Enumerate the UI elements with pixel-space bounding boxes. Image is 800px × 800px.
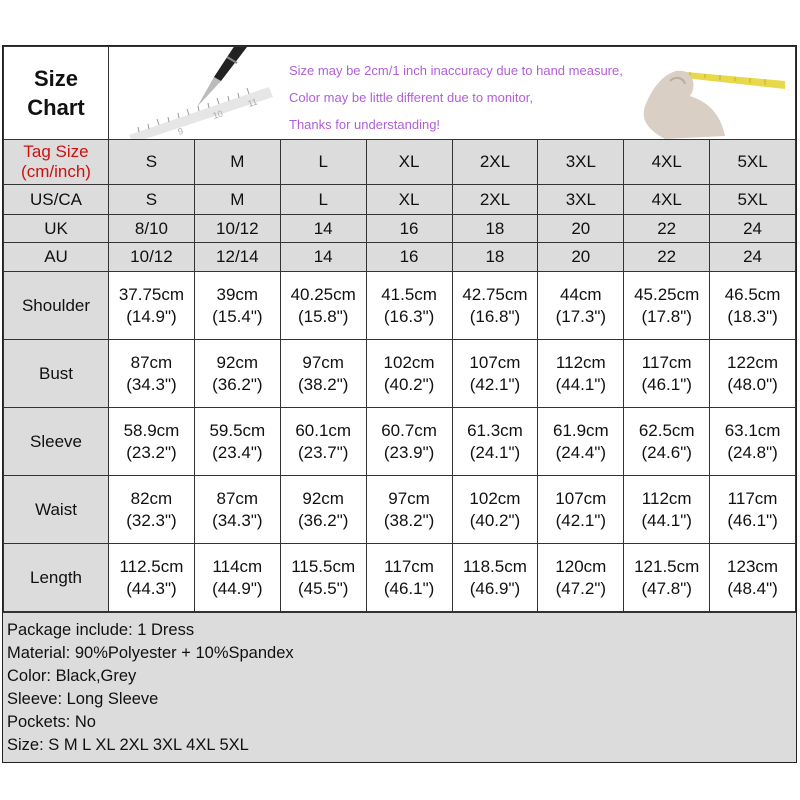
measure-cell (194, 272, 280, 340)
measure-cm: 112.5cm (119, 556, 184, 576)
size-cell: 4XL (624, 140, 710, 185)
measure-inch: (44.3") (126, 578, 177, 598)
measure-cell (280, 476, 366, 544)
size-chart-table (3, 46, 796, 612)
measure-cm: 121.5cm (634, 556, 700, 576)
measure-cm: 122cm (727, 352, 779, 372)
disclaimer-line: Thanks for understanding! (289, 117, 441, 132)
tag-size-row (4, 140, 796, 185)
measure-cm: 112cm (555, 352, 606, 372)
measure-cm: 63.1cm (724, 420, 781, 440)
size-cell: 8/10 (109, 215, 195, 243)
measure-cell (624, 340, 710, 408)
measure-inch: (36.2") (297, 510, 349, 530)
size-chart-title (4, 47, 109, 140)
measure-cell (366, 340, 452, 408)
svg-text:9: 9 (176, 125, 185, 137)
measure-inch: (15.8") (297, 306, 349, 326)
measure-cell (280, 408, 366, 476)
measure-cm: 82cm (130, 488, 173, 508)
svg-text:10: 10 (211, 108, 225, 121)
measure-inch: (23.9") (383, 442, 435, 462)
size-cell: 5XL (710, 185, 796, 215)
measure-cell (280, 272, 366, 340)
measure-inch: (46.9") (469, 578, 521, 598)
measure-inch: (17.8") (641, 306, 692, 326)
measure-cell (538, 544, 624, 612)
measure-row-waist (4, 476, 796, 544)
title-line: Size (33, 66, 79, 91)
size-cell: XL (366, 185, 452, 215)
measure-cell (624, 408, 710, 476)
measure-cell (452, 408, 538, 476)
disclaimer-banner (109, 47, 796, 140)
pencil-ruler-icon (119, 47, 279, 139)
measure-cm: 120cm (555, 556, 607, 576)
size-cell: L (280, 140, 366, 185)
measure-inch: (15.4") (212, 306, 263, 326)
size-cell: S (109, 185, 195, 215)
measure-cm: 58.9cm (123, 420, 180, 440)
measure-row-length (4, 544, 796, 612)
measure-cm: 102cm (469, 488, 521, 508)
row-label: US/CA (4, 185, 109, 215)
measure-inch: (34.3") (126, 374, 177, 394)
measure-cell (452, 340, 538, 408)
measure-inch: (24.6") (641, 442, 692, 462)
measure-cell (280, 544, 366, 612)
measure-inch: (44.1") (555, 374, 607, 394)
size-cell: 5XL (710, 140, 796, 185)
au-row (4, 243, 796, 272)
measure-cell (366, 272, 452, 340)
size-cell: XL (366, 140, 452, 185)
measure-cm: 97cm (302, 352, 344, 372)
measure-cell (366, 476, 452, 544)
measure-cm: 117cm (384, 556, 434, 576)
size-cell: 14 (280, 215, 366, 243)
size-cell: 3XL (538, 185, 624, 215)
size-cell: 4XL (624, 185, 710, 215)
size-cell: 16 (366, 243, 452, 272)
size-chart (2, 45, 797, 763)
note-line: Size: S M L XL 2XL 3XL 4XL 5XL (7, 736, 249, 754)
note-line: Pockets: No (7, 713, 96, 731)
size-cell: S (109, 140, 195, 185)
measure-inch: (23.7") (297, 442, 349, 462)
measure-inch: (36.2") (212, 374, 263, 394)
measure-cell (710, 340, 796, 408)
size-cell: 24 (710, 215, 796, 243)
measure-cm: 117cm (641, 352, 692, 372)
measure-cell (538, 340, 624, 408)
measure-inch: (46.1") (727, 510, 778, 530)
disclaimer-line: Size may be 2cm/1 inch inaccuracy due to hand measure, (289, 63, 623, 78)
size-cell: M (194, 185, 280, 215)
measure-cm: 45.25cm (634, 284, 700, 304)
measure-cell (710, 408, 796, 476)
measure-row-sleeve (4, 408, 796, 476)
measure-cm: 59.5cm (209, 420, 266, 440)
measure-inch: (24.1") (469, 442, 521, 462)
measure-cell (710, 476, 796, 544)
measure-cm: 87cm (130, 352, 173, 372)
measure-inch: (48.4") (727, 578, 778, 598)
measure-cell (366, 544, 452, 612)
measure-inch: (16.3") (383, 306, 435, 326)
measure-cm: 62.5cm (638, 420, 695, 440)
size-cell: 12/14 (194, 243, 280, 272)
measure-inch: (47.2") (555, 578, 607, 598)
measure-cell (538, 272, 624, 340)
measure-cm: 92cm (216, 352, 259, 372)
measure-row-shoulder (4, 272, 796, 340)
measure-cm: 123cm (727, 556, 779, 576)
measure-cm: 114cm (212, 556, 263, 576)
measure-inch: (18.3") (727, 306, 778, 326)
measure-inch: (14.9") (126, 306, 177, 326)
size-cell: 3XL (538, 140, 624, 185)
measure-cell (194, 340, 280, 408)
measure-inch: (48.0") (727, 374, 778, 394)
disclaimer-line: Color may be little different due to monitor, (289, 90, 533, 105)
measure-cm: 117cm (727, 488, 778, 508)
measure-cell (710, 272, 796, 340)
size-cell: M (194, 140, 280, 185)
measure-cm: 42.75cm (462, 284, 528, 304)
measure-label: Sleeve (4, 408, 109, 476)
size-cell: 20 (538, 243, 624, 272)
svg-text:11: 11 (246, 96, 259, 109)
measure-cell (624, 272, 710, 340)
size-cell: 2XL (452, 140, 538, 185)
measure-cm: 87cm (216, 488, 259, 508)
measure-inch: (23.4") (212, 442, 263, 462)
measure-cm: 44cm (560, 284, 602, 304)
size-cell: 18 (452, 215, 538, 243)
measure-label: Length (4, 544, 109, 612)
row-label-line: Tag Size (23, 142, 89, 161)
row-label: AU (4, 243, 109, 272)
measure-inch: (44.1") (641, 510, 692, 530)
measure-inch: (45.5") (297, 578, 349, 598)
measure-cell (624, 544, 710, 612)
measure-cell (109, 340, 195, 408)
measure-cell (109, 408, 195, 476)
size-cell: 10/12 (109, 243, 195, 272)
title-line: Chart (27, 95, 85, 120)
measure-cm: 61.9cm (552, 420, 609, 440)
measure-inch: (34.3") (212, 510, 263, 530)
measure-inch: (46.1") (383, 578, 435, 598)
measure-cm: 40.25cm (290, 284, 356, 304)
measure-cm: 107cm (469, 352, 521, 372)
measure-cm: 37.75cm (118, 284, 185, 304)
measure-inch: (42.1") (555, 510, 607, 530)
measure-inch: (24.4") (555, 442, 607, 462)
measure-cell (538, 408, 624, 476)
size-cell: 22 (624, 243, 710, 272)
measure-cell (452, 476, 538, 544)
measure-cm: 102cm (383, 352, 435, 372)
disclaimer-text (289, 57, 623, 138)
uk-row (4, 215, 796, 243)
size-cell: 18 (452, 243, 538, 272)
measure-cm: 60.1cm (295, 420, 352, 440)
measure-inch: (40.2") (469, 510, 521, 530)
measure-cell (538, 476, 624, 544)
measure-cm: 107cm (555, 488, 607, 508)
measure-cm: 46.5cm (724, 284, 781, 304)
row-label (4, 140, 109, 185)
measure-cell (109, 272, 195, 340)
measure-row-bust (4, 340, 796, 408)
measure-cell (624, 476, 710, 544)
measure-cm: 60.7cm (381, 420, 437, 440)
measure-label: Shoulder (4, 272, 109, 340)
size-cell: 16 (366, 215, 452, 243)
us-ca-row (4, 185, 796, 215)
note-line: Sleeve: Long Sleeve (7, 690, 159, 708)
size-cell: 10/12 (194, 215, 280, 243)
measure-cell (710, 544, 796, 612)
measure-cm: 92cm (302, 488, 344, 508)
measure-inch: (23.2") (126, 442, 177, 462)
measure-cm: 61.3cm (467, 420, 523, 440)
measure-cm: 118.5cm (462, 556, 527, 576)
measure-label: Bust (4, 340, 109, 408)
row-label: UK (4, 215, 109, 243)
measure-cm: 112cm (641, 488, 692, 508)
measure-inch: (38.2") (383, 510, 435, 530)
measure-inch: (42.1") (469, 374, 521, 394)
hand-tape-measure-icon (635, 51, 785, 139)
size-cell: 14 (280, 243, 366, 272)
size-cell: 24 (710, 243, 796, 272)
measure-inch: (47.8") (641, 578, 692, 598)
measure-cm: 39cm (216, 284, 259, 304)
header-row (4, 47, 796, 140)
size-cell: 20 (538, 215, 624, 243)
measure-cell (452, 544, 538, 612)
size-cell: L (280, 185, 366, 215)
measure-inch: (32.3") (126, 510, 177, 530)
measure-inch: (38.2") (297, 374, 349, 394)
measure-cm: 41.5cm (381, 284, 437, 304)
measure-inch: (16.8") (469, 306, 521, 326)
product-notes (3, 612, 796, 762)
measure-inch: (40.2") (383, 374, 435, 394)
size-cell: 22 (624, 215, 710, 243)
note-line: Material: 90%Polyester + 10%Spandex (7, 644, 294, 662)
measure-inch: (17.3") (555, 306, 607, 326)
measure-cell (366, 408, 452, 476)
measure-cm: 97cm (388, 488, 430, 508)
measure-cell (280, 340, 366, 408)
measure-inch: (46.1") (641, 374, 692, 394)
row-label-line: (cm/inch) (21, 162, 91, 181)
measure-cm: 115.5cm (291, 556, 356, 576)
note-line: Color: Black,Grey (7, 667, 137, 685)
measure-cell (109, 476, 195, 544)
note-line: Package include: 1 Dress (7, 621, 195, 639)
measure-cell (194, 408, 280, 476)
measure-cell (194, 476, 280, 544)
measure-cell (452, 272, 538, 340)
measure-inch: (44.9") (212, 578, 263, 598)
measure-inch: (24.8") (727, 442, 778, 462)
measure-cell (109, 544, 195, 612)
measure-cell (194, 544, 280, 612)
size-cell: 2XL (452, 185, 538, 215)
measure-label: Waist (4, 476, 109, 544)
